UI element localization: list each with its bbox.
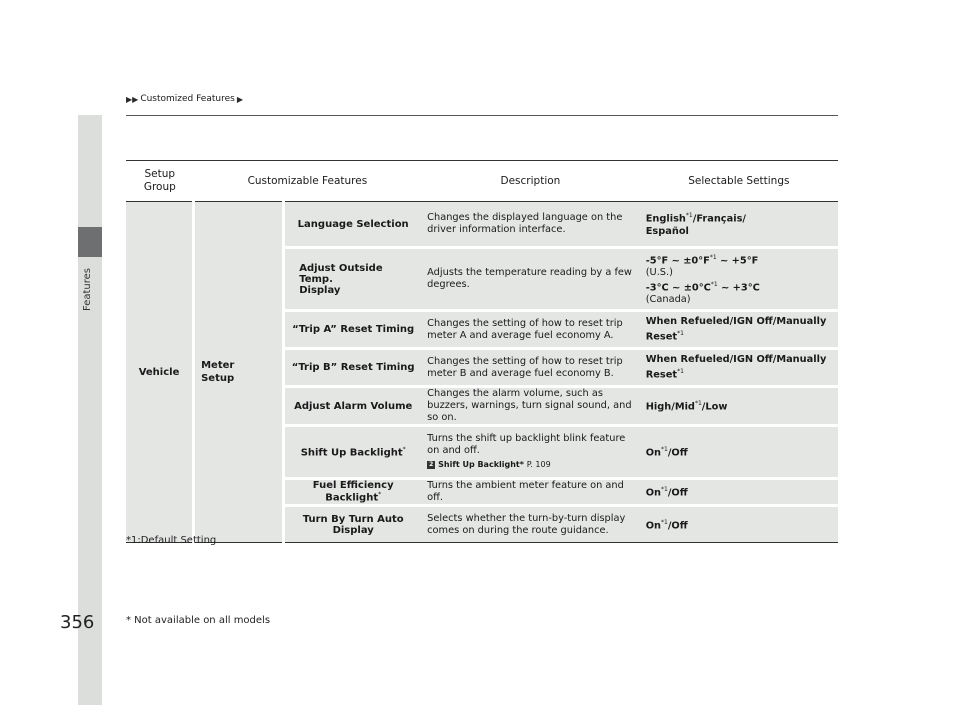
default-setting-footnote: *1:Default Setting xyxy=(126,535,217,546)
feature-name: “Trip A” Reset Timing xyxy=(284,311,421,349)
default-marker: *1 xyxy=(661,486,668,494)
feature-name: Language Selection xyxy=(284,202,421,248)
feature-name-text: Fuel Efficiency Backlight xyxy=(312,480,394,504)
table-row xyxy=(126,202,838,248)
feature-description: Changes the setting of how to reset trip meter A and average fuel economy A. xyxy=(421,311,640,349)
setting-text: /Low xyxy=(701,401,728,413)
feature-settings xyxy=(640,248,838,311)
feature-name: “Trip B” Reset Timing xyxy=(284,349,421,387)
header-customizable-features: Customizable Features xyxy=(194,161,422,202)
triangle-right-icon: ▶ xyxy=(236,94,243,104)
default-marker: *1 xyxy=(710,281,718,288)
breadcrumb-link[interactable]: Customized Features xyxy=(140,94,235,104)
availability-footnote: * Not available on all models xyxy=(126,615,271,626)
header-selectable-settings: Selectable Settings xyxy=(640,161,838,202)
feature-name xyxy=(284,426,421,479)
default-marker: *1 xyxy=(661,446,668,454)
feature-settings xyxy=(640,387,838,426)
reference-arrow-icon: 2 xyxy=(429,460,434,468)
region-label: (U.S.) xyxy=(645,267,673,278)
setting-text: ~ +3°C xyxy=(717,282,760,294)
setting-text: /Off xyxy=(667,447,688,459)
xref-page: P. 109 xyxy=(526,460,551,469)
feature-description: Changes the displayed language on the driver information interface. xyxy=(421,202,640,248)
feature-name-text: Shift Up Backlight xyxy=(300,447,403,459)
availability-marker: * xyxy=(378,491,382,499)
header-description: Description xyxy=(421,161,640,202)
feature-name xyxy=(284,479,421,506)
header-rule xyxy=(126,115,838,116)
setup-subgroup-meter: Meter Setup xyxy=(194,202,284,543)
setting-text: When Refueled/IGN Off/Manually Reset xyxy=(645,315,827,343)
feature-description: Adjusts the temperature reading by a few degrees. xyxy=(421,248,640,311)
setting-text: On xyxy=(645,520,662,532)
feature-settings xyxy=(640,506,838,543)
page-number: 356 xyxy=(60,612,95,633)
setting-text: When Refueled/IGN Off/Manually Reset xyxy=(645,353,827,381)
side-tab-label-wrap xyxy=(82,268,96,328)
default-marker: *1 xyxy=(709,253,717,261)
setting-text: English xyxy=(645,213,686,225)
setting-text: -5°F ~ ±0°F xyxy=(645,255,710,266)
cross-reference[interactable] xyxy=(427,459,634,471)
feature-description xyxy=(421,426,640,479)
feature-settings xyxy=(640,426,838,479)
customizable-features-table xyxy=(126,160,838,543)
feature-description: Changes the alarm volume, such as buzzers, warnings, turn signal sound, and so on. xyxy=(421,387,640,426)
feature-settings xyxy=(640,311,838,349)
setting-text: On xyxy=(645,487,662,499)
feature-description: Turns the ambient meter feature on and off. xyxy=(421,479,640,506)
setting-text: -3°C ~ ±0°C xyxy=(645,282,711,294)
setting-text: On xyxy=(645,447,662,459)
default-marker: *1 xyxy=(685,212,693,220)
feature-name: Turn By Turn Auto Display xyxy=(284,506,421,543)
feature-settings xyxy=(640,479,838,506)
xref-title[interactable]: Shift Up Backlight* xyxy=(438,460,524,469)
breadcrumb xyxy=(126,94,243,104)
side-tab-marker xyxy=(78,227,102,257)
feature-settings xyxy=(640,349,838,387)
default-marker: *1 xyxy=(677,329,684,337)
setup-group-vehicle: Vehicle xyxy=(126,202,194,543)
default-marker: *1 xyxy=(677,367,684,375)
header-setup-group: Setup Group xyxy=(126,161,194,202)
feature-description: Selects whether the turn-by-turn display comes on during the route guidance. xyxy=(421,506,640,543)
feature-description-text: Turns the shift up backlight blink feature on and off. xyxy=(427,433,626,456)
triangle-right-icon: ▶▶ xyxy=(126,94,139,104)
feature-name: Adjust Alarm Volume xyxy=(284,387,421,426)
setting-text: /Français/ Español xyxy=(645,213,746,237)
feature-name: Adjust Outside Temp. Display xyxy=(284,248,421,311)
feature-settings xyxy=(640,202,838,248)
side-tab-label: Features xyxy=(82,268,93,311)
setting-text: /Off xyxy=(667,487,688,499)
default-marker: *1 xyxy=(694,400,702,408)
availability-marker: * xyxy=(402,445,406,453)
setting-text: High/Mid xyxy=(645,401,695,413)
feature-description: Changes the setting of how to reset trip meter B and average fuel economy B. xyxy=(421,349,640,387)
setting-text: /Off xyxy=(667,520,688,532)
region-label: (Canada) xyxy=(645,294,691,306)
setting-text: ~ +5°F xyxy=(716,255,759,266)
default-marker: *1 xyxy=(661,518,668,526)
